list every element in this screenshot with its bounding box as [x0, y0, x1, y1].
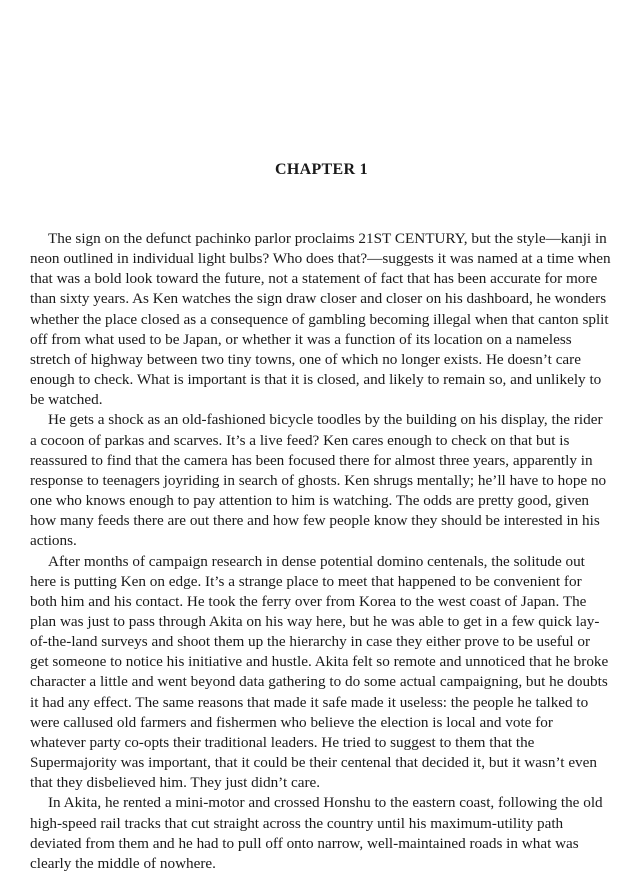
paragraph-4: In Akita, he rented a mini-motor and crossed Honshu to the eastern coast, following the old high-speed rail tracks that cut straight across the country until his maximum-utility path deviated from them and he had to pull off onto narrow, well-maintained roads in what was clearly the middle of nowhere. — [30, 794, 603, 872]
chapter-body — [30, 229, 612, 874]
paragraph-3: After months of campaign research in dense potential domino centenals, the solitude out here is putting Ken on edge. It’s a strange place to meet that happened to be convenient for both him and his contact. He took the ferry over from Korea to the west coast of Japan. The plan was just to pass through Akita on his way here, but he was able to get in a few quick lay-of-the-land surveys and shoot them up the hierarchy in case they either prove to be useful or get someone to notice his initiative and hustle. Akita felt so remote and unnoticed that he broke character a little and went beyond data gathering to do some actual campaigning, but he doubts it had any effect. The same reasons that made it safe made it useless: the people he talked to were callused old farmers and fishermen who believe the election is local and vote for whatever party co-opts their traditional leaders. He tried to suggest to them that the Supermajority was important, that it could be their centenal that decided it, but it wasn’t even that they disbelieved him. They just didn’t care. — [30, 552, 609, 792]
paragraph-1: The sign on the defunct pachinko parlor proclaims 21ST CENTURY, but the style—kanji in neon outlined in individual light bulbs? Who does that?—suggests it was named at a time when that was a bold look toward the future, not a statement of fact that has been accurate for more than sixty years. As Ken watches the sign draw closer and closer on his dashboard, he wonders whether the place closed as a consequence of gambling becoming illegal when that canton split off from what used to be Japan, or whether it was a function of its location on a nameless stretch of highway between two tiny towns, one of which no longer exists. He doesn’t care enough to check. What is important is that it is closed, and likely to remain so, and unlikely to be watched. — [30, 230, 611, 409]
paragraph-2: He gets a shock as an old-fashioned bicycle toodles by the building on his display, the rider a cocoon of parkas and scarves. It’s a live feed? Ken cares enough to check on that but is reassured to find that the camera has been focused there for almost three years, apparently in response to teenagers joyriding in search of ghosts. Ken shrugs mentally; he’ll have to hope no one who knows enough to pay attention to him is watching. The odds are pretty good, given how many feeds there are out there and how few people know they should be interested in his actions. — [30, 411, 607, 550]
chapter-title: CHAPTER 1 — [275, 161, 368, 178]
